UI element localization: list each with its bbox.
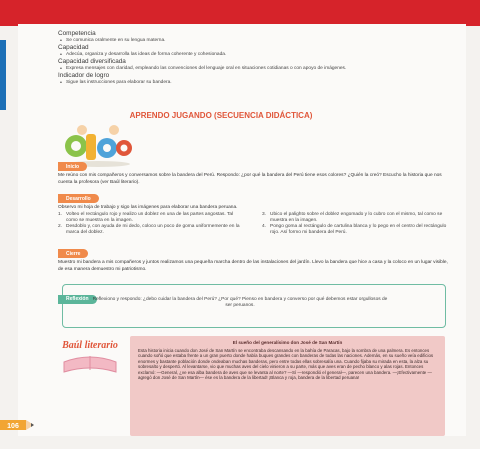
competencia-title: Competencia [58,30,96,38]
capacidad-title: Capacidad [58,44,89,52]
step-text: Desdoblo y, con ayuda de mi dedo, coloco un poco de goma uniformemente en la marca del doblez. [66,224,240,236]
step-item [58,224,246,237]
story-title: El sueño del generalísimo don José de San Martín [232,340,343,345]
reflexion-label: Reflexión [58,295,97,304]
story-body: Esta historia inicia cuando don José de San Martín se encontraba descansando en la bahía de Paracas, bajo la sombra de una palmera. Es entonces cuando soñó que estaba frente a un gran puerto donde había buques grandes con banderas de todas las naciones. Además, en su sueño veía edificios enormes y bastante población donde ondeaban muchas banderas, pero entre todas ellas sobresalía una. Cuando fijaba su mirada en esta, la alza su sobresalto y despertó. Al levantarse, vio que muchas aves del cielo vinieron a su parte, más que aves eran de pecho blanco y alas rojas. Entonces exclamó: —General, ¿ve esa alba bandera de aves que se levanta al norte? —Sí —respondió el general—, parecen una bandera. —¡Efectivamente —agregó don José de San Martín— ése es la bandera de la libertad! ¡Blanca y roja, bandera de la libertad peruana! [138,348,434,381]
step-number: 4. [262,224,267,230]
capacidad-diversificada-item: • Expresa mensajes con claridad, empleando las convenciones del lenguaje oral en situaciones cotidianas o con apoyo de imágenes. [58,66,448,72]
baul-story-panel [130,336,445,436]
desarrollo-section [58,194,450,237]
indicador-item: • Sigue las instrucciones para elaborar su bandera. [58,80,448,86]
capacidad-item: • Adecúa, organiza y desarrolla las ideas de forma coherente y cohesionada. [58,52,448,58]
step-number: 1. [58,211,63,217]
desarrollo-steps [58,212,450,237]
desarrollo-label: Desarrollo [58,194,99,203]
step-item [262,224,450,237]
step-text: Ubico el palighto sobre el doblez engomado y lo cubro con el mismo, tal como se muestra en la imagen. [270,211,443,223]
inicio-label: Inicio [58,162,87,171]
baul-label: Baúl literario [62,340,118,351]
step-item [58,212,246,225]
pencil-page-number-icon [0,418,38,432]
page-number: 106 [7,423,19,430]
cierre-section [58,249,450,273]
capacidad-diversificada-title: Capacidad diversificada [58,58,126,66]
competencia-item: • Se comunica oralmente en su lengua materna. [58,38,448,44]
step-number: 3. [262,211,267,217]
cierre-label: Cierre [58,249,88,258]
step-text: Pongo goma al rectángulo de cartulina blanca y lo pego en el centro del rectángulo rojo. Así formo mi bandera del Perú. [270,224,447,236]
steps-left-column [58,212,246,237]
inicio-text: Me reúno con mis compañeros y conversamos sobre la bandera del Perú. Respondo: ¿por qué la bandera del Perú tiene esos colores? ¿Quién la creó? Escucho la historia que nos cuenta la profesora (ver Baúl literario). [58,173,442,185]
step-text: Volteo el rectángulo rojo y realizo un doblez en una de las partes angostas. Tal como se muestra en la imagen. [66,211,234,223]
step-item [262,212,450,225]
main-title: APRENDO JUGANDO (SECUENCIA DIDÁCTICA) [129,111,313,120]
indicador-title: Indicador de logro [58,72,110,80]
baul-literario-badge [56,334,124,378]
reflexion-text: Reflexiono y respondo: ¿debo cuidar la bandera del Perú? ¿Por qué? Pienso en bandera y converso por qué debemos estar orgullosos de ser peruanos. [92,297,388,309]
objectives-block [58,30,448,86]
left-blue-tab [0,40,6,110]
steps-right-column [262,212,450,237]
desarrollo-intro: Observo mi hoja de trabajo y sigo las imágenes para elaborar una bandera peruana. [58,205,238,211]
inicio-section [58,162,450,186]
juego-word-art-illustration [62,120,134,168]
step-number: 2. [58,224,63,230]
cierre-text: Muestro mi bandera a mis compañeros y juntos realizamos una pequeña marcha dentro de las instalaciones del jardín. Llevo la bandera que hice a casa y la coloco en un lugar visible, de esa manera demuestro mi patriotismo. [58,260,448,272]
